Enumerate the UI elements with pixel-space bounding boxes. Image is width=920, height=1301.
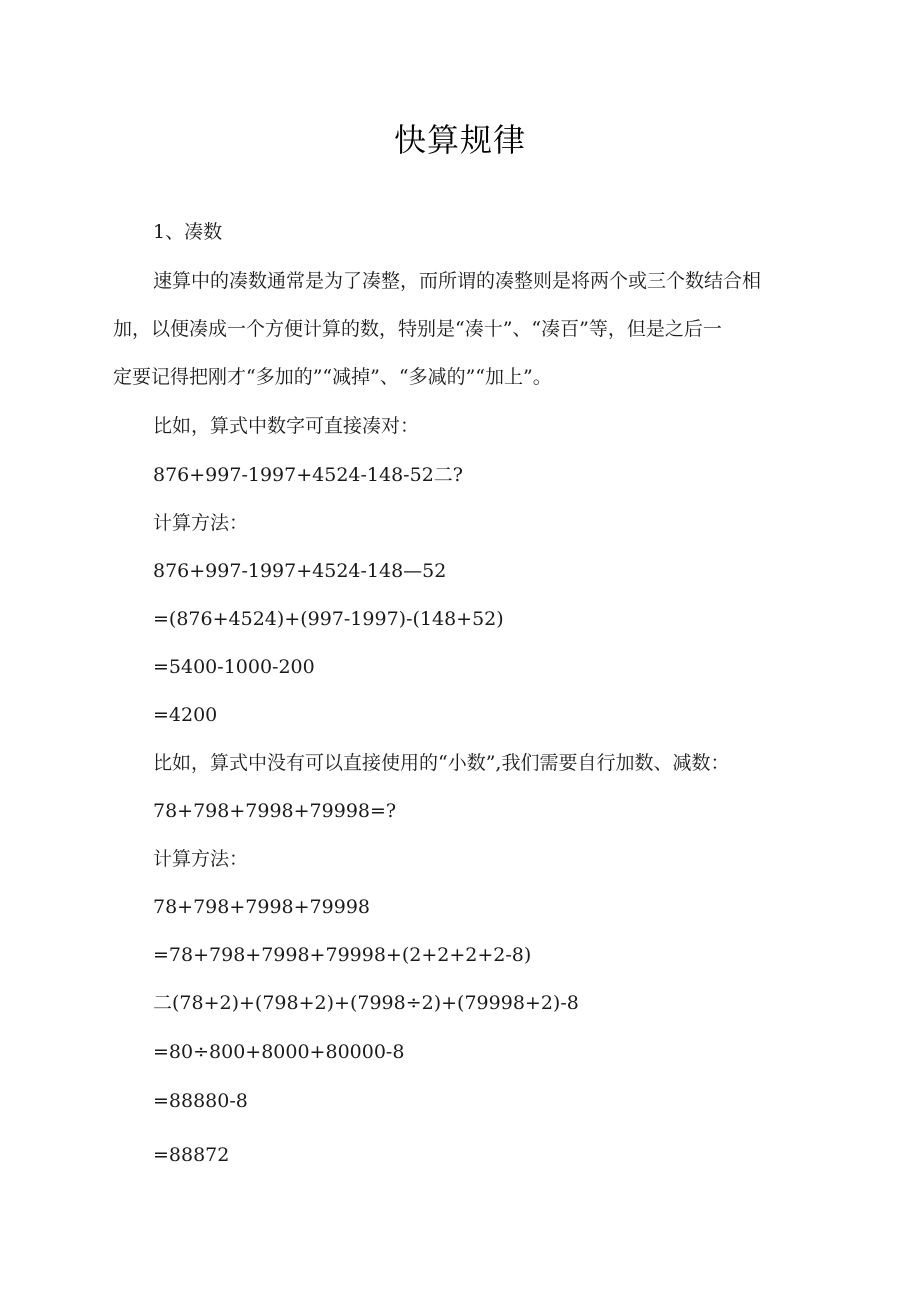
example2-result: =88872 [153,1144,230,1166]
example2-method-label: 计算方法： [153,848,249,870]
example1-method-label: 计算方法： [153,512,249,534]
example2-problem: 78+798+7998+79998=? [153,800,397,822]
paragraph-line-1: 速算中的凑数通常是为了凑整，而所谓的凑整则是将两个或三个数结合相 [153,270,762,292]
example2-intro: 比如，算式中没有可以直接使用的“小数”,我们需要自行加数、减数： [153,752,730,774]
example1-step: 876+997-1997+4524-148—52 [153,560,447,582]
document-title: 快算规律 [393,121,526,159]
example1-step: =5400-1000-200 [153,656,315,678]
section-heading: 1、凑数 [153,221,223,243]
example1-intro: 比如，算式中数字可直接凑对： [153,415,420,437]
example1-problem: 876+997-1997+4524-148-52二? [153,464,463,486]
example2-step: 二(78+2)+(798+2)+(7998÷2)+(79998+2)-8 [153,992,579,1014]
example2-step: =88880-8 [153,1090,248,1112]
paragraph-line-2: 加，以便凑成一个方便计算的数，特别是“凑十”、“凑百”等，但是之后一 [113,318,722,340]
example1-step: =(876+4524)+(997-1997)-(148+52) [153,608,504,630]
example1-result: =4200 [153,704,218,726]
example2-step: =80÷800+8000+80000-8 [153,1041,405,1063]
example2-step: =78+798+7998+79998+(2+2+2+2-8) [153,944,532,966]
example2-step: 78+798+7998+79998 [153,896,370,918]
paragraph-line-3: 定要记得把刚才“多加的”“减掉”、“多减的”“加上”。 [113,366,552,388]
